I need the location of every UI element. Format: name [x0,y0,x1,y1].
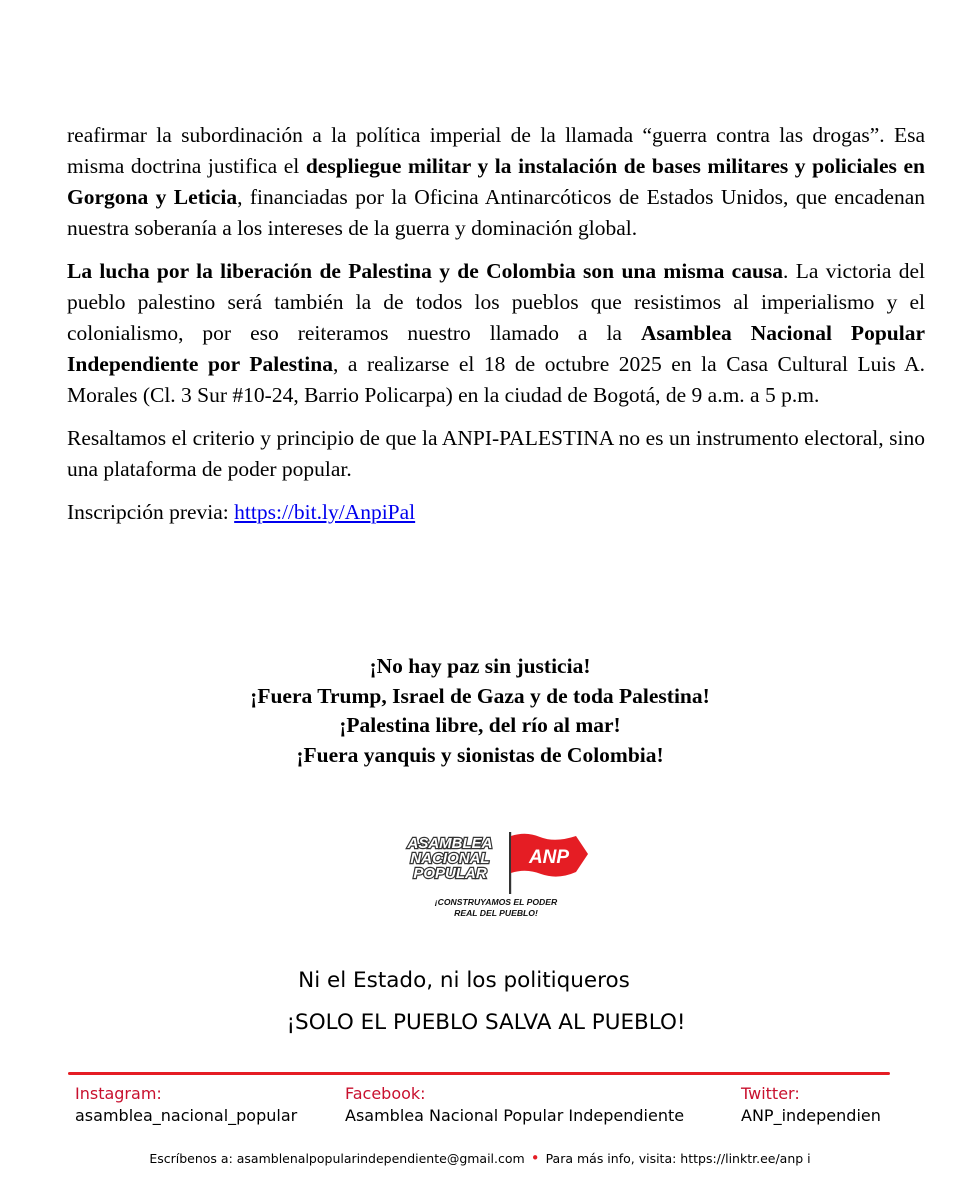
slogan-line: ¡Palestina libre, del río al mar! [339,713,621,737]
flag-pole [509,832,511,894]
flag-text: ANP [528,847,570,868]
logo-word-nacional: NACIONAL [410,850,490,867]
bold-military-deployment: despliegue militar y la instalación de bases militares y policiales en Gorgona y Leticia [67,154,925,209]
registration-link[interactable]: https://bit.ly/AnpiPal [234,500,416,524]
footer-divider [68,1072,890,1075]
slogans-block [0,652,960,770]
paragraph-1: reafirmar la subordinación a la política imperial de la llamada “guerra contra las drogas”. Esa misma doctrina justifica el despliegue militar y la instalación de bases militares y policiales en Gorgona y Leticia, financiadas por la Oficina Antinarcóticos de Estados Unidos, que encadenan nuestra soberanía a los intereses de la guerra y dominación global. [67,123,925,240]
twitter-label: Twitter: [741,1084,800,1103]
document-body [67,120,925,540]
social-facebook [345,1083,684,1127]
social-twitter [741,1083,881,1127]
logo-word-popular: POPULAR [413,865,487,882]
closing-line-2: ¡SOLO EL PUEBLO SALVA AL PUEBLO! [286,1010,686,1035]
slogan-line: ¡Fuera Trump, Israel de Gaza y de toda Palestina! [250,683,710,708]
social-instagram [75,1083,297,1127]
slogan-line: ¡No hay paz sin justicia! [369,654,591,678]
instagram-handle[interactable]: asamblea_nacional_popular [75,1106,298,1125]
footer-info-link[interactable]: Para más info, visita: https://linktr.ee/anp i [545,1151,811,1166]
slogan-line: ¡Fuera yanquis y sionistas de Colombia! [296,742,664,767]
anp-logo [398,828,598,924]
paragraph-registration: Inscripción previa: https://bit.ly/AnpiPal [67,500,416,524]
facebook-label: Facebook: [345,1084,426,1103]
logo-word-asamblea: ASAMBLEA [407,835,493,852]
bold-assembly-name: Asamblea Nacional Popular Independiente por Palestina [67,321,925,376]
paragraph-3: Resaltamos el criterio y principio de que la ANPI-PALESTINA no es un instrumento electoral, sino una plataforma de poder popular. [67,426,925,481]
paragraph-2: La lucha por la liberación de Palestina y de Colombia son una misma causa. La victoria del pueblo palestino será también la de todos los pueblos que resistimos al imperialismo y el colonialismo, por eso reiteramos nuestro llamado a la Asamblea Nacional Popular Independiente por Palestina, a realizarse el 18 de octubre 2025 en la Casa Cultural Luis A. Morales (Cl. 3 Sur #10-24, Barrio Policarpa) en la ciudad de Bogotá, de 9 a.m. a 5 p.m. [67,259,926,407]
instagram-label: Instagram: [75,1084,162,1103]
logo-tagline-2: REAL DEL PUEBLO! [454,908,538,918]
bold-same-cause: La lucha por la liberación de Palestina y de Colombia son una misma causa [67,259,784,283]
footer-email[interactable]: Escríbenos a: asamblenalpopularindependiente@gmail.com [149,1151,525,1166]
logo-tagline-1: ¡CONSTRUYAMOS EL PODER [434,897,558,907]
facebook-handle[interactable]: Asamblea Nacional Popular Independiente [345,1106,685,1125]
footer-contact [0,1149,960,1167]
closing-line-1: Ni el Estado, ni los politiqueros [298,968,630,993]
twitter-handle[interactable]: ANP_independien [741,1106,881,1125]
bullet-icon: • [530,1149,540,1167]
